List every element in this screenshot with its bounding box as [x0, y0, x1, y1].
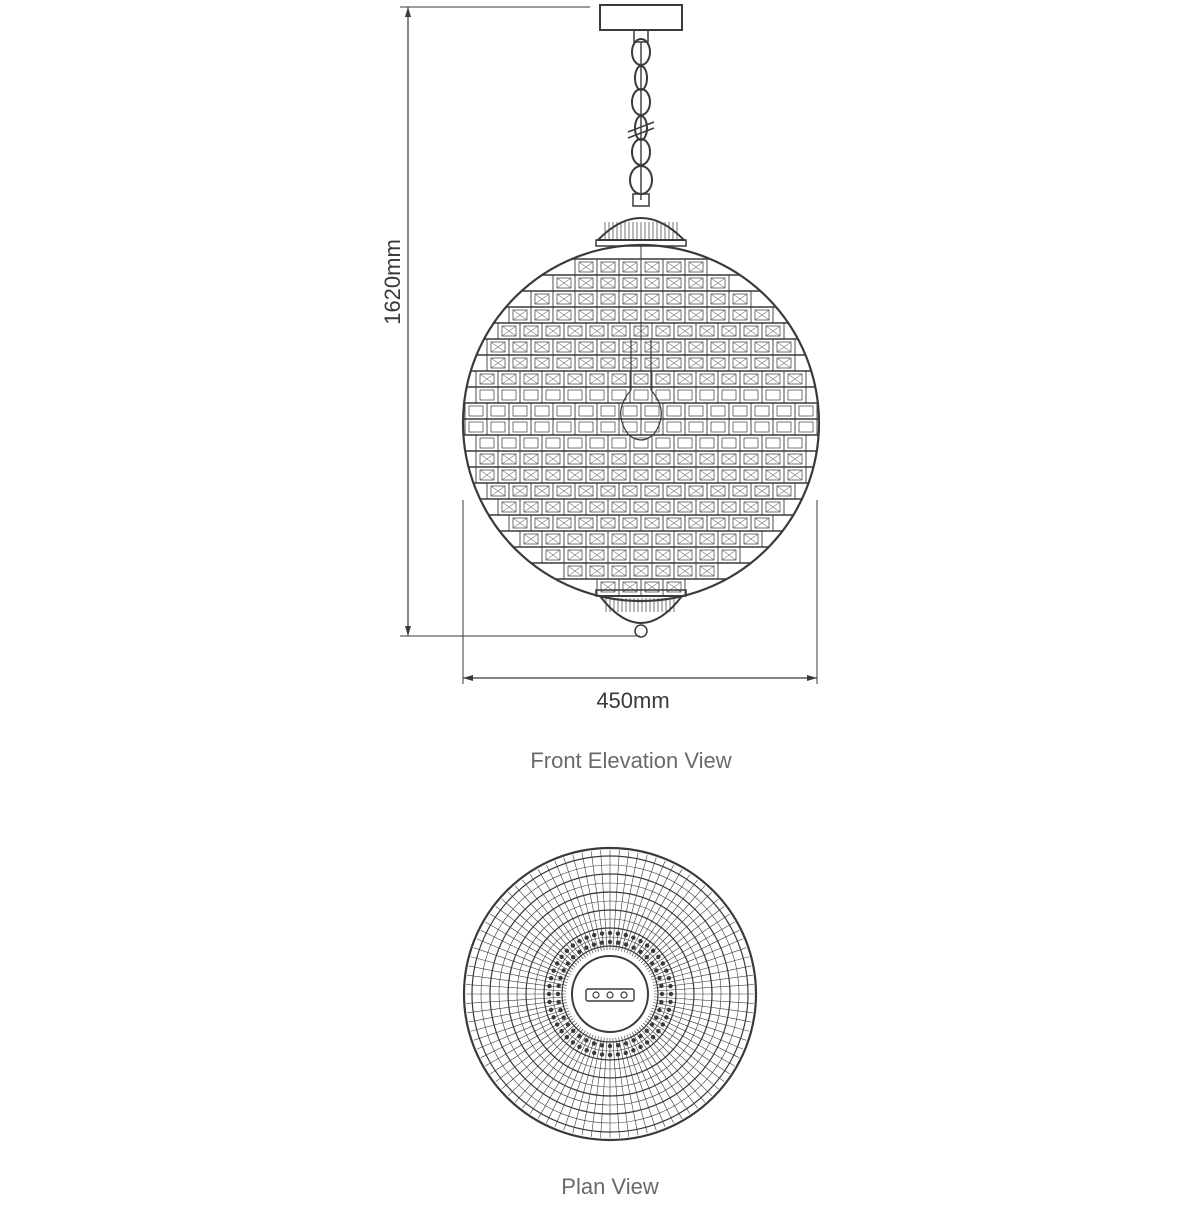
- chandelier-front-elevation: [463, 5, 819, 637]
- width-dimension-label: 450mm: [596, 688, 670, 713]
- top-cap: [596, 218, 686, 246]
- ceiling-canopy: [600, 5, 682, 30]
- crystal-sphere: [463, 245, 819, 601]
- front-view-label: Front Elevation View: [530, 748, 732, 773]
- chandelier-plan-view: [464, 848, 756, 1140]
- width-dimension: [463, 500, 817, 713]
- plan-view-label: Plan View: [561, 1174, 659, 1199]
- chain: [628, 39, 654, 206]
- height-dimension-label: 1620mm: [380, 239, 405, 325]
- bottom-finial: [596, 590, 686, 637]
